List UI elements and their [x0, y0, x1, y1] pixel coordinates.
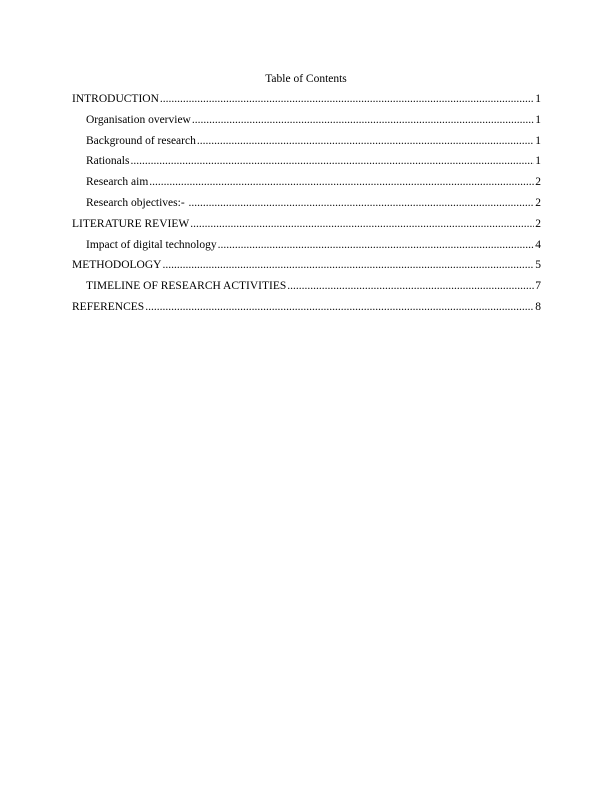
dot-leader	[218, 238, 535, 252]
toc-entry-label: METHODOLOGY	[72, 259, 162, 272]
dot-leader	[192, 113, 534, 127]
dot-leader	[197, 134, 534, 148]
toc-entry-organisation-overview[interactable]	[72, 113, 541, 134]
toc-entry-label: Research aim	[86, 176, 149, 189]
dot-leader	[189, 196, 535, 210]
toc-entry-timeline-of-research-activities[interactable]	[72, 279, 541, 300]
toc-entry-label: INTRODUCTION	[72, 93, 159, 105]
toc-entry-label: TIMELINE OF RESEARCH ACTIVITIES	[86, 280, 287, 293]
toc-entry-methodology[interactable]	[72, 258, 541, 279]
toc-entry-page: 2	[535, 217, 541, 230]
toc-entry-impact-of-digital-technology[interactable]	[72, 238, 541, 259]
dot-leader	[130, 154, 534, 168]
toc-entry-page: 1	[535, 134, 541, 147]
toc-entry-label: Impact of digital technology	[86, 238, 217, 251]
toc-entry-page: 1	[535, 113, 541, 126]
toc-entry-page: 1	[535, 93, 541, 105]
dot-leader	[149, 175, 534, 189]
toc-entry-label: Research objectives:-	[86, 196, 188, 209]
toc-entry-rationals[interactable]	[72, 154, 541, 175]
dot-leader	[190, 217, 534, 231]
dot-leader	[287, 279, 534, 293]
toc-entry-page: 4	[535, 238, 541, 251]
toc-entry-research-objectives[interactable]	[72, 196, 541, 217]
toc-entry-page: 7	[535, 280, 541, 293]
toc-entry-label: Rationals	[86, 155, 130, 168]
toc-entry-label: REFERENCES	[72, 300, 145, 313]
dot-leader	[145, 300, 534, 314]
toc-entry-page: 1	[535, 155, 541, 168]
toc-entry-page: 2	[535, 196, 541, 209]
toc-entry-page: 5	[535, 259, 541, 272]
dot-leader	[160, 92, 534, 106]
toc-entry-introduction[interactable]	[72, 92, 541, 113]
toc-title: Table of Contents	[265, 73, 347, 85]
toc-entry-research-aim[interactable]	[72, 175, 541, 196]
dot-leader	[162, 258, 534, 272]
toc-entry-references[interactable]	[72, 300, 541, 321]
toc-entry-label: Background of research	[86, 134, 196, 147]
toc-list	[72, 92, 541, 321]
toc-entry-label: Organisation overview	[86, 113, 191, 126]
toc-entry-page: 8	[535, 300, 541, 313]
toc-entry-literature-review[interactable]	[72, 217, 541, 238]
toc-entry-label: LITERATURE REVIEW	[72, 217, 190, 230]
toc-entry-page: 2	[535, 176, 541, 189]
toc-entry-background-of-research[interactable]	[72, 134, 541, 155]
